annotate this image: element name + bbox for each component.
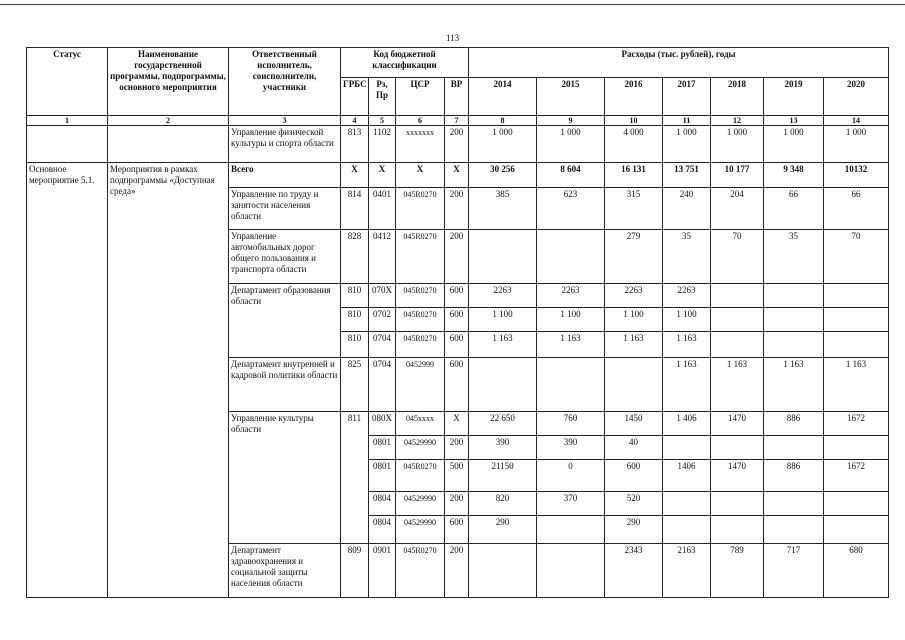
value-cell: 10 177 xyxy=(711,163,764,188)
value-cell: 1450 xyxy=(605,412,663,436)
value-cell xyxy=(711,284,764,308)
value-cell: 279 xyxy=(605,230,663,284)
grbs-cell: 828 xyxy=(341,230,369,284)
top-rule xyxy=(0,4,905,5)
value-cell xyxy=(537,516,605,544)
csr-cell: 04529990 xyxy=(396,436,445,460)
value-cell: 1 406 xyxy=(663,412,711,436)
grbs-cell: 814 xyxy=(341,188,369,230)
value-cell: 820 xyxy=(469,492,537,516)
value-cell: 600 xyxy=(605,460,663,492)
value-cell xyxy=(764,492,824,516)
rzpr-cell: 0401 xyxy=(369,188,396,230)
csr-cell: 045R0270 xyxy=(396,284,445,308)
rzpr-cell: 0901 xyxy=(369,544,396,598)
rzpr-cell: 0702 xyxy=(369,308,396,332)
value-cell xyxy=(663,492,711,516)
value-cell xyxy=(711,492,764,516)
value-cell: 1470 xyxy=(711,412,764,436)
vr-cell: Х xyxy=(445,163,469,188)
executor-cell: Управление физической культуры и спорта области xyxy=(229,126,341,163)
value-cell xyxy=(663,516,711,544)
value-cell xyxy=(711,436,764,460)
header-year: 2014 xyxy=(469,78,537,116)
value-cell: 1 163 xyxy=(663,358,711,412)
csr-cell: 045xxxx xyxy=(396,412,445,436)
vr-cell: 600 xyxy=(445,516,469,544)
value-cell xyxy=(469,544,537,598)
value-cell: 70 xyxy=(711,230,764,284)
value-cell xyxy=(711,308,764,332)
value-cell: 35 xyxy=(663,230,711,284)
column-index: 5 xyxy=(369,116,396,126)
value-cell xyxy=(537,230,605,284)
value-cell xyxy=(764,332,824,358)
value-cell: 1 163 xyxy=(711,358,764,412)
rzpr-cell: 0801 xyxy=(369,460,396,492)
header-year: 2015 xyxy=(537,78,605,116)
rzpr-cell: 070X xyxy=(369,284,396,308)
value-cell: 0 xyxy=(537,460,605,492)
value-cell xyxy=(469,230,537,284)
value-cell: 2163 xyxy=(663,544,711,598)
executor-cell: Департамент здравоохранения и социальной защиты населения области xyxy=(229,544,341,598)
grbs-cell: 810 xyxy=(341,308,369,332)
value-cell: 22 650 xyxy=(469,412,537,436)
value-cell: 2263 xyxy=(537,284,605,308)
grbs-cell: 809 xyxy=(341,544,369,598)
header-year: 2019 xyxy=(764,78,824,116)
header-expenses: Расходы (тыс. рублей), годы xyxy=(469,48,889,78)
executor-cell: Управление по труду и занятости населения области xyxy=(229,188,341,230)
vr-cell: 600 xyxy=(445,358,469,412)
rzpr-cell: Х xyxy=(369,163,396,188)
csr-cell: 045R0270 xyxy=(396,544,445,598)
column-index: 11 xyxy=(663,116,711,126)
header-program: Наименование государственной программы, подпрограммы, основного мероприятия xyxy=(108,48,229,116)
value-cell: 40 xyxy=(605,436,663,460)
vr-cell: 200 xyxy=(445,188,469,230)
column-index: 10 xyxy=(605,116,663,126)
value-cell: 1 163 xyxy=(764,358,824,412)
value-cell: 21150 xyxy=(469,460,537,492)
header-budget-code: Код бюджетной классификации xyxy=(341,48,469,78)
column-index: 2 xyxy=(108,116,229,126)
value-cell: 1 000 xyxy=(764,126,824,163)
column-index: 12 xyxy=(711,116,764,126)
column-index: 9 xyxy=(537,116,605,126)
executor-cell: Департамент образования области xyxy=(229,284,341,358)
value-cell: 1 100 xyxy=(663,308,711,332)
rzpr-cell: 0801 xyxy=(369,436,396,460)
value-cell: 789 xyxy=(711,544,764,598)
vr-cell: 600 xyxy=(445,284,469,308)
value-cell: 290 xyxy=(469,516,537,544)
csr-cell: 045R0270 xyxy=(396,332,445,358)
value-cell: 8 604 xyxy=(537,163,605,188)
value-cell: 30 256 xyxy=(469,163,537,188)
value-cell: 1 000 xyxy=(537,126,605,163)
header-grbs: ГРБС xyxy=(341,78,369,116)
vr-cell: 600 xyxy=(445,308,469,332)
rzpr-cell: 0704 xyxy=(369,332,396,358)
value-cell: 290 xyxy=(605,516,663,544)
value-cell: 13 751 xyxy=(663,163,711,188)
csr-cell: 04529990 xyxy=(396,516,445,544)
value-cell: 390 xyxy=(537,436,605,460)
column-index: 4 xyxy=(341,116,369,126)
value-cell xyxy=(663,436,711,460)
vr-cell: 200 xyxy=(445,544,469,598)
value-cell xyxy=(824,308,889,332)
value-cell: 1 100 xyxy=(537,308,605,332)
csr-cell: 045R0270 xyxy=(396,308,445,332)
value-cell: 1 163 xyxy=(824,358,889,412)
column-index-row xyxy=(27,116,889,126)
grbs-cell: 825 xyxy=(341,358,369,412)
csr-cell: 045R0270 xyxy=(396,460,445,492)
value-cell: 520 xyxy=(605,492,663,516)
executor-cell: Управление автомобильных дорог общего пользования и транспорта области xyxy=(229,230,341,284)
value-cell: 1 163 xyxy=(469,332,537,358)
grbs-cell: 810 xyxy=(341,284,369,308)
value-cell: 385 xyxy=(469,188,537,230)
csr-cell: 04529990 xyxy=(396,492,445,516)
value-cell: 66 xyxy=(824,188,889,230)
grbs-cell: Х xyxy=(341,163,369,188)
value-cell: 886 xyxy=(764,412,824,436)
header-csr: ЦСР xyxy=(396,78,445,116)
value-cell: 1 000 xyxy=(711,126,764,163)
program-cell xyxy=(108,126,229,163)
value-cell xyxy=(824,516,889,544)
value-cell: 9 348 xyxy=(764,163,824,188)
grbs-cell: 810 xyxy=(341,332,369,358)
column-index: 8 xyxy=(469,116,537,126)
value-cell: 16 131 xyxy=(605,163,663,188)
value-cell xyxy=(824,332,889,358)
executor-cell: Управление культуры области xyxy=(229,412,341,544)
header-executor: Ответственный исполнитель, соисполнители, участники xyxy=(229,48,341,116)
vr-cell: Х xyxy=(445,412,469,436)
value-cell: 2263 xyxy=(605,284,663,308)
vr-cell: 600 xyxy=(445,332,469,358)
column-index: 14 xyxy=(824,116,889,126)
value-cell: 2263 xyxy=(469,284,537,308)
value-cell: 370 xyxy=(537,492,605,516)
rzpr-cell: 0804 xyxy=(369,516,396,544)
value-cell: 1470 xyxy=(711,460,764,492)
column-index: 3 xyxy=(229,116,341,126)
column-index: 1 xyxy=(27,116,108,126)
value-cell: 623 xyxy=(537,188,605,230)
vr-cell: 200 xyxy=(445,436,469,460)
value-cell: 10132 xyxy=(824,163,889,188)
value-cell: 1672 xyxy=(824,460,889,492)
csr-cell: Х xyxy=(396,163,445,188)
header-vr: ВР xyxy=(445,78,469,116)
value-cell: 4 000 xyxy=(605,126,663,163)
value-cell: 1 000 xyxy=(469,126,537,163)
csr-cell: 045R0270 xyxy=(396,188,445,230)
table-row xyxy=(27,126,889,163)
budget-table xyxy=(26,47,889,598)
rzpr-cell: 080X xyxy=(369,412,396,436)
vr-cell: 200 xyxy=(445,492,469,516)
rzpr-cell: 0412 xyxy=(369,230,396,284)
value-cell: 1 163 xyxy=(605,332,663,358)
header-status: Статус xyxy=(27,48,108,116)
value-cell xyxy=(824,284,889,308)
value-cell: 886 xyxy=(764,460,824,492)
header-rzpr: Рз, Пр xyxy=(369,78,396,116)
status-cell: Основное мероприятие 5.1. xyxy=(27,163,108,598)
value-cell: 1 100 xyxy=(469,308,537,332)
page-number: 113 xyxy=(446,33,460,43)
value-cell xyxy=(824,492,889,516)
vr-cell: 200 xyxy=(445,126,469,163)
header-year: 2020 xyxy=(824,78,889,116)
value-cell: 35 xyxy=(764,230,824,284)
value-cell: 1 100 xyxy=(605,308,663,332)
value-cell: 70 xyxy=(824,230,889,284)
value-cell xyxy=(764,516,824,544)
value-cell xyxy=(764,436,824,460)
value-cell: 2263 xyxy=(663,284,711,308)
value-cell xyxy=(764,284,824,308)
value-cell: 1 163 xyxy=(537,332,605,358)
value-cell: 204 xyxy=(711,188,764,230)
rzpr-cell: 1102 xyxy=(369,126,396,163)
csr-cell: 0452999 xyxy=(396,358,445,412)
value-cell: 1 000 xyxy=(663,126,711,163)
column-index: 13 xyxy=(764,116,824,126)
table-row xyxy=(27,163,889,188)
csr-cell: 045R0270 xyxy=(396,230,445,284)
value-cell: 315 xyxy=(605,188,663,230)
column-index: 6 xyxy=(396,116,445,126)
vr-cell: 500 xyxy=(445,460,469,492)
rzpr-cell: 0704 xyxy=(369,358,396,412)
value-cell: 390 xyxy=(469,436,537,460)
value-cell: 717 xyxy=(764,544,824,598)
value-cell: 1 000 xyxy=(824,126,889,163)
value-cell xyxy=(469,358,537,412)
value-cell xyxy=(711,332,764,358)
header-year: 2016 xyxy=(605,78,663,116)
value-cell: 240 xyxy=(663,188,711,230)
value-cell: 1406 xyxy=(663,460,711,492)
value-cell xyxy=(711,516,764,544)
grbs-cell: 811 xyxy=(341,412,369,544)
vr-cell: 200 xyxy=(445,230,469,284)
value-cell xyxy=(605,358,663,412)
value-cell: 760 xyxy=(537,412,605,436)
header-year: 2018 xyxy=(711,78,764,116)
rzpr-cell: 0804 xyxy=(369,492,396,516)
executor-cell: Всего xyxy=(229,163,341,188)
program-cell: Мероприятия в рамках подпрограммы «Доступная среда» xyxy=(108,163,229,598)
value-cell: 1 163 xyxy=(663,332,711,358)
status-cell xyxy=(27,126,108,163)
value-cell: 2343 xyxy=(605,544,663,598)
value-cell: 680 xyxy=(824,544,889,598)
column-index: 7 xyxy=(445,116,469,126)
value-cell: 1672 xyxy=(824,412,889,436)
csr-cell: xxxxxxx xyxy=(396,126,445,163)
grbs-cell: 813 xyxy=(341,126,369,163)
value-cell xyxy=(764,308,824,332)
value-cell: 66 xyxy=(764,188,824,230)
executor-cell: Департамент внутренней и кадровой политики области xyxy=(229,358,341,412)
value-cell xyxy=(537,358,605,412)
value-cell xyxy=(824,436,889,460)
value-cell xyxy=(537,544,605,598)
header-year: 2017 xyxy=(663,78,711,116)
